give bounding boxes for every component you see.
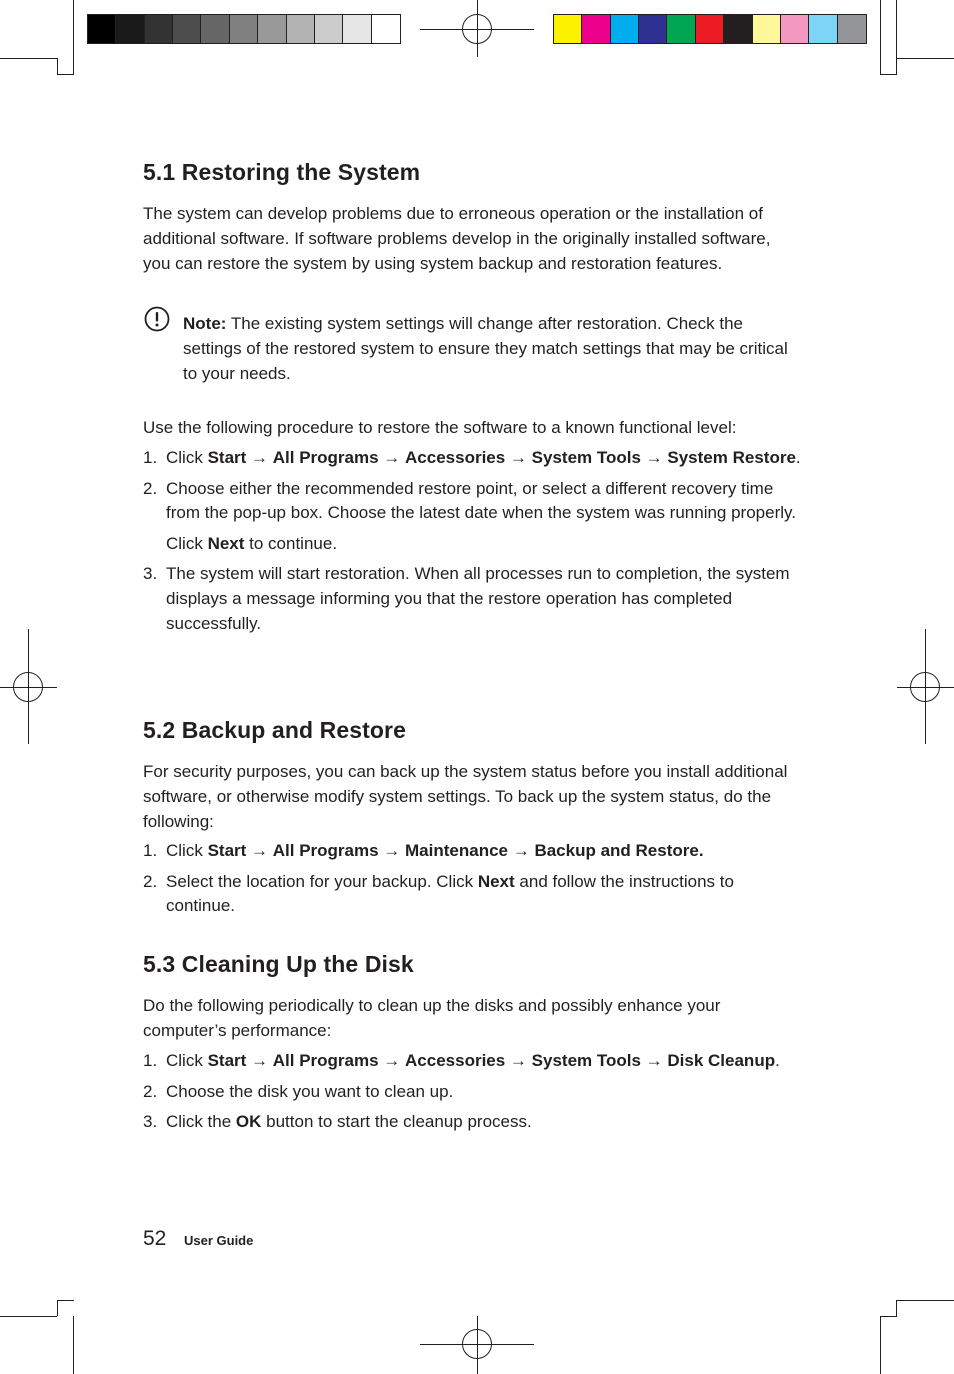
crop-mark-line	[57, 58, 58, 75]
arrow-separator: →	[378, 448, 406, 467]
crop-mark-line	[57, 1300, 58, 1316]
registration-mark	[462, 14, 492, 44]
note-block	[183, 311, 803, 386]
color-swatch	[696, 15, 724, 43]
menu-path-item: All Programs	[272, 448, 379, 467]
menu-path-item: Backup and Restore.	[534, 841, 704, 860]
list-item	[143, 562, 803, 636]
process-color-bar	[553, 14, 867, 44]
step-text: Click	[166, 533, 208, 553]
step-number: 2.	[143, 1081, 158, 1101]
color-swatch	[173, 15, 201, 43]
step-number: 1.	[143, 448, 158, 467]
menu-path-item: System Tools	[531, 1051, 641, 1070]
crop-mark-line	[73, 1316, 74, 1374]
list-item	[143, 477, 803, 557]
menu-path-item: Disk Cleanup	[667, 1051, 776, 1070]
step-text: .	[775, 1051, 780, 1070]
footer-doc-title: User Guide	[184, 1233, 254, 1248]
color-swatch	[753, 15, 781, 43]
list-item	[143, 839, 803, 864]
menu-path-item: All Programs	[272, 841, 379, 860]
arrow-separator: →	[246, 841, 273, 860]
crop-mark-line	[896, 1300, 897, 1316]
color-swatch	[116, 15, 144, 43]
color-swatch	[639, 15, 667, 43]
menu-path-item: Maintenance	[405, 841, 508, 860]
list-item	[143, 446, 803, 471]
arrow-separator: →	[640, 1051, 668, 1070]
arrow-separator: →	[508, 841, 535, 860]
arrow-separator: →	[505, 1051, 532, 1070]
restore-steps-list	[143, 446, 803, 636]
step-text: to continue.	[244, 533, 338, 553]
step-text: Click	[166, 841, 208, 860]
color-swatch	[809, 15, 837, 43]
step-subline	[166, 532, 803, 557]
list-item	[143, 870, 803, 919]
note-text: The existing system settings will change after restoration. Check the settings of the restored system to ensure they match settings that may be critical to your needs.	[183, 314, 788, 383]
menu-path-item: System Restore	[667, 448, 796, 467]
color-swatch	[88, 15, 116, 43]
section-title-cleanup: 5.3 Cleaning Up the Disk	[143, 951, 414, 977]
arrow-separator: →	[378, 841, 406, 860]
step-number: 3.	[143, 564, 158, 584]
step-text: The system will start restoration. When all processes run to completion, the system displays a message informing you that the restore operation has completed successfully.	[166, 564, 790, 633]
next-keyword: Next	[207, 533, 245, 553]
section-intro: For security purposes, you can back up the system status before you install additional software, or otherwise modify system settings. To back up the system status, do the following:	[143, 762, 788, 831]
page-number: 52	[143, 1227, 167, 1250]
step-text: button to start the cleanup process.	[261, 1112, 532, 1132]
color-swatch	[838, 15, 866, 43]
step-number: 2.	[143, 871, 158, 891]
procedure-intro: Use the following procedure to restore the software to a known functional level:	[143, 418, 737, 437]
color-swatch	[343, 15, 371, 43]
step-text: .	[795, 448, 801, 467]
step-text: Select the location for your backup. Click	[166, 871, 478, 891]
registration-mark	[910, 672, 940, 702]
arrow-separator: →	[640, 448, 668, 467]
menu-path-item: Start	[207, 1051, 247, 1070]
step-text: Click the	[166, 1112, 236, 1132]
step-text: Click	[166, 1051, 208, 1070]
section-intro: The system can develop problems due to erroneous operation or the installation of additional software. If software problems develop in the originally installed software, you can restore the system by using system backup and restoration features.	[143, 204, 771, 273]
menu-path-item: Accessories	[405, 448, 506, 467]
crop-mark-line	[73, 0, 74, 75]
step-text: Choose either the recommended restore point, or select a different recovery time from the pop-up box. Choose the latest date when the system was running properly.	[166, 478, 796, 523]
menu-path-item: Start	[207, 448, 247, 467]
crop-mark-line	[57, 1300, 74, 1301]
list-item	[143, 1049, 803, 1074]
ok-keyword: OK	[235, 1112, 262, 1132]
arrow-separator: →	[378, 1051, 406, 1070]
step-number: 1.	[143, 1051, 158, 1070]
registration-mark	[13, 672, 43, 702]
color-swatch	[230, 15, 258, 43]
grayscale-color-bar	[87, 14, 401, 44]
crop-mark-line	[0, 58, 57, 59]
list-item	[143, 1080, 803, 1105]
color-swatch	[724, 15, 752, 43]
crop-mark-line	[897, 1300, 954, 1301]
cleanup-steps-list	[143, 1049, 803, 1135]
crop-mark-line	[0, 1316, 57, 1317]
menu-path-item: Start	[207, 841, 247, 860]
crop-mark-line	[880, 1316, 897, 1317]
arrow-separator: →	[246, 1051, 273, 1070]
color-swatch	[258, 15, 286, 43]
registration-mark	[462, 1329, 492, 1359]
arrow-separator: →	[246, 448, 273, 467]
crop-mark-line	[57, 74, 74, 75]
next-keyword: Next	[477, 871, 515, 891]
crop-mark-line	[880, 74, 897, 75]
note-label: Note:	[183, 314, 227, 333]
menu-path-item: System Tools	[531, 448, 641, 467]
step-number: 3.	[143, 1112, 158, 1132]
color-swatch	[201, 15, 229, 43]
menu-path-item: All Programs	[272, 1051, 379, 1070]
color-swatch	[582, 15, 610, 43]
backup-steps-list	[143, 839, 803, 919]
step-text: and follow the instructions to continue.	[166, 871, 734, 916]
color-swatch	[554, 15, 582, 43]
color-swatch	[667, 15, 695, 43]
section-intro: Do the following periodically to clean up the disks and possibly enhance your computer’s performance:	[143, 996, 721, 1040]
step-number: 1.	[143, 841, 158, 860]
arrow-separator: →	[505, 448, 532, 467]
step-text: Click	[166, 448, 208, 467]
step-text: Choose the disk you want to clean up.	[166, 1081, 454, 1101]
color-swatch	[287, 15, 315, 43]
list-item	[143, 1110, 803, 1135]
color-swatch	[372, 15, 400, 43]
exclamation-circle-icon	[144, 306, 170, 332]
color-swatch	[145, 15, 173, 43]
section-title-restoring: 5.1 Restoring the System	[143, 159, 421, 185]
color-swatch	[611, 15, 639, 43]
crop-mark-line	[896, 0, 897, 75]
crop-mark-line	[880, 0, 881, 75]
step-number: 2.	[143, 478, 158, 498]
color-swatch	[315, 15, 343, 43]
crop-mark-line	[880, 1316, 881, 1374]
section-title-backup: 5.2 Backup and Restore	[143, 717, 406, 743]
crop-mark-line	[897, 58, 954, 59]
color-swatch	[781, 15, 809, 43]
menu-path-item: Accessories	[405, 1051, 506, 1070]
